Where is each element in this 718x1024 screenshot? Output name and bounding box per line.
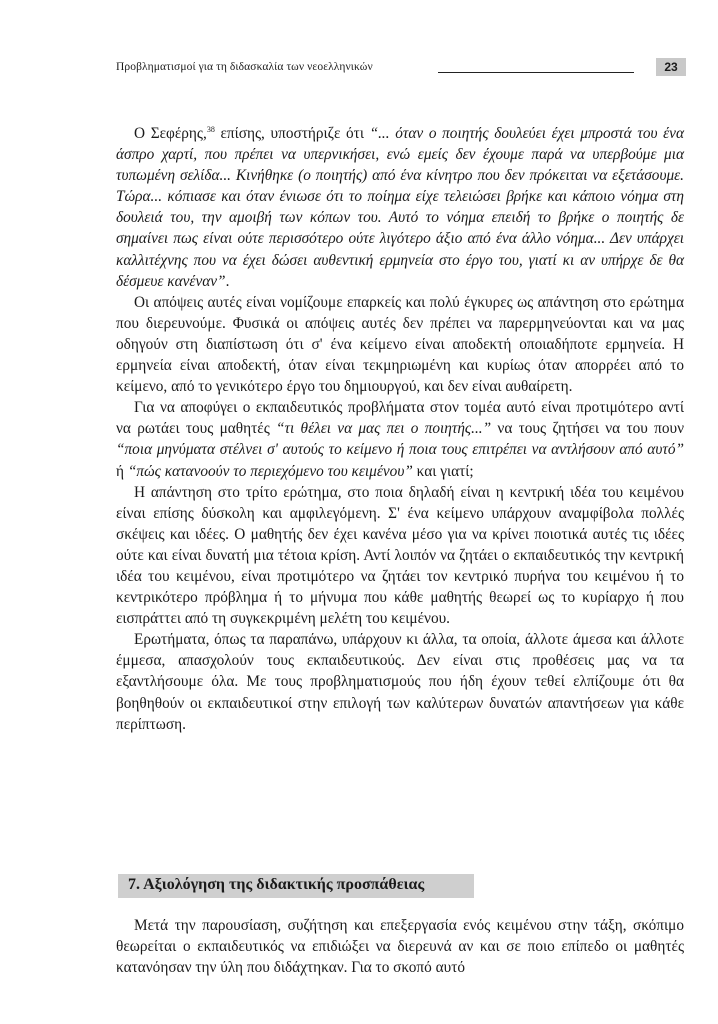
seferis-quote: “... όταν ο ποιητής δουλεύει έχει μπροστά του ένα άσπρο χαρτί, που πρέπει να υπερνικήσει, ενώ εμείς δεν έχουμε παρά να υπερβούμε μια τυπωμένη σελίδα... Κινήθηκε (ο ποιητής) από ένα κίνητρο που δεν πρόκειται να εξετάσουμε. Τώρα... κόπιασε και όταν ένιωσε ότι το ποίημα είχε τελειώσει βρήκε και κάποιο νόημα στη δουλειά του, την αμοιβή των κόπων του. Αυτό το νόημα επειδή το βρήκε ο ποιητής δε σημαίνει πως είναι ούτε περισσότερο ούτε λιγότερο άξιο από ένα άλλο νόημα... Δεν υπάρχει καλλιτέχνης που να έχει δώσει αυθεντική ερμηνεία στο έργο του, γιατί κι αν υπήρχε δε θα δέσμευε κανέναν” (116, 125, 684, 290)
text-span: και γιατί; (412, 462, 474, 480)
text-span: επίσης, υποστήριζε ότι (214, 125, 370, 142)
text-span: . (225, 272, 230, 290)
text-span: Για να αποφύγει ο εκπαιδευτικός προβλήματα στον τομέα αυτό είναι προτιμότερο αντί να ρωτάει τους μαθητές (116, 399, 684, 438)
header-rule (438, 72, 634, 73)
body-text-continued (116, 915, 684, 978)
paragraph-6: Μετά την παρουσίαση, συζήτηση και επεξεργασία ενός κειμένου στην τάξη, σκόπιμο θεωρείται ο εκπαιδευτικός να επιδιώξει να διερευνά αν και σε ποιο επίπεδο οι μαθητές κατανόησαν την ύλη που διδάχτηκαν. Για το σκοπό αυτό (116, 917, 684, 977)
text-span: ή (116, 462, 128, 480)
body-text (116, 123, 684, 735)
paragraph-4: Η απάντηση στο τρίτο ερώτημα, στο ποια δηλαδή είναι η κεντρική ιδέα του κειμένου είναι επίσης δύσκολη και αμφιλεγόμενη. Σ' ένα κείμενο υπάρχουν αναμφίβολα πολλές σκέψεις και ιδέες. Ο μαθητής δεν έχει κανένα μέσο για να κρίνει ποιοτικά αυτές τις ιδέες ούτε και είναι δυνατή μια τέτοια κρίση. Αντί λοιπόν να ζητάει ο εκπαιδευτικός την κεντρική ιδέα του κειμένου, είναι προτιμότερο να ζητάει τον κεντρικό πυρήνα του κειμένου ή το κεντρικότερο πρόβλημα ή το μήνυμα που κάθε μαθητής θεωρεί ως το κυρίαρχο ή που εισπράττει από τη συγκεκριμένη μελέτη του κειμένου. (116, 483, 684, 628)
quote-3: “πώς κατανοούν το περιεχόμενο του κειμένου” (127, 462, 413, 480)
quote-1: “τι θέλει να μας πει ο ποιητής...” (276, 420, 492, 438)
paragraph-5: Ερωτήματα, όπως τα παραπάνω, υπάρχουν κι άλλα, τα οποία, άλλοτε άμεσα και άλλοτε έμμεσα, απασχολούν τους εκπαιδευτικούς. Δεν είναι στις προθέσεις μας να τα εξαντλήσουμε όλα. Με τους προβληματισμούς που ήδη έχουν τεθεί ελπίζουμε ότι θα βοηθηθούν οι εκπαιδευτικοί στην επιλογή των καλύτερων δυνατών απαντήσεων για κάθε περίπτωση. (116, 631, 684, 733)
page-number: 23 (656, 58, 686, 76)
footnote-marker: 38 (206, 124, 215, 134)
paragraph-1 (116, 123, 684, 292)
text-span: να τους ζητήσει να του πουν (491, 420, 684, 438)
text-span: Ο Σεφέρης, (134, 125, 207, 142)
section-heading (118, 874, 474, 898)
page-header (116, 58, 684, 80)
running-title: Προβληματισμοί για τη διδασκαλία των νεοελληνικών (116, 61, 373, 73)
paragraph-3 (116, 397, 684, 481)
quote-2: “ποια μηνύματα στέλνει σ' αυτούς το κείμενο ή ποια τους επιτρέπει να αντλήσουν από αυτό” (116, 441, 684, 459)
paragraph-2: Οι απόψεις αυτές είναι νομίζουμε επαρκείς και πολύ έγκυρες ως απάντηση στο ερώτημα που διερευνούμε. Φυσικά οι απόψεις αυτές δεν πρέπει να παρερμηνεύονται και να μας οδηγούν στη διαπίστωση ότι σ' ένα κείμενο είναι αποδεκτή οποιαδήποτε ερμηνεία. Η ερμηνεία είναι αποδεκτή, όταν είναι τεκμηριωμένη και κυρίως όταν απορρέει από το κείμενο, από το γενικότερο έργο του δημιουργού, και δεν είναι αυθαίρετη. (116, 293, 684, 396)
section-heading-text: 7. Αξιολόγηση της διδακτικής προσπάθειας (128, 876, 425, 893)
